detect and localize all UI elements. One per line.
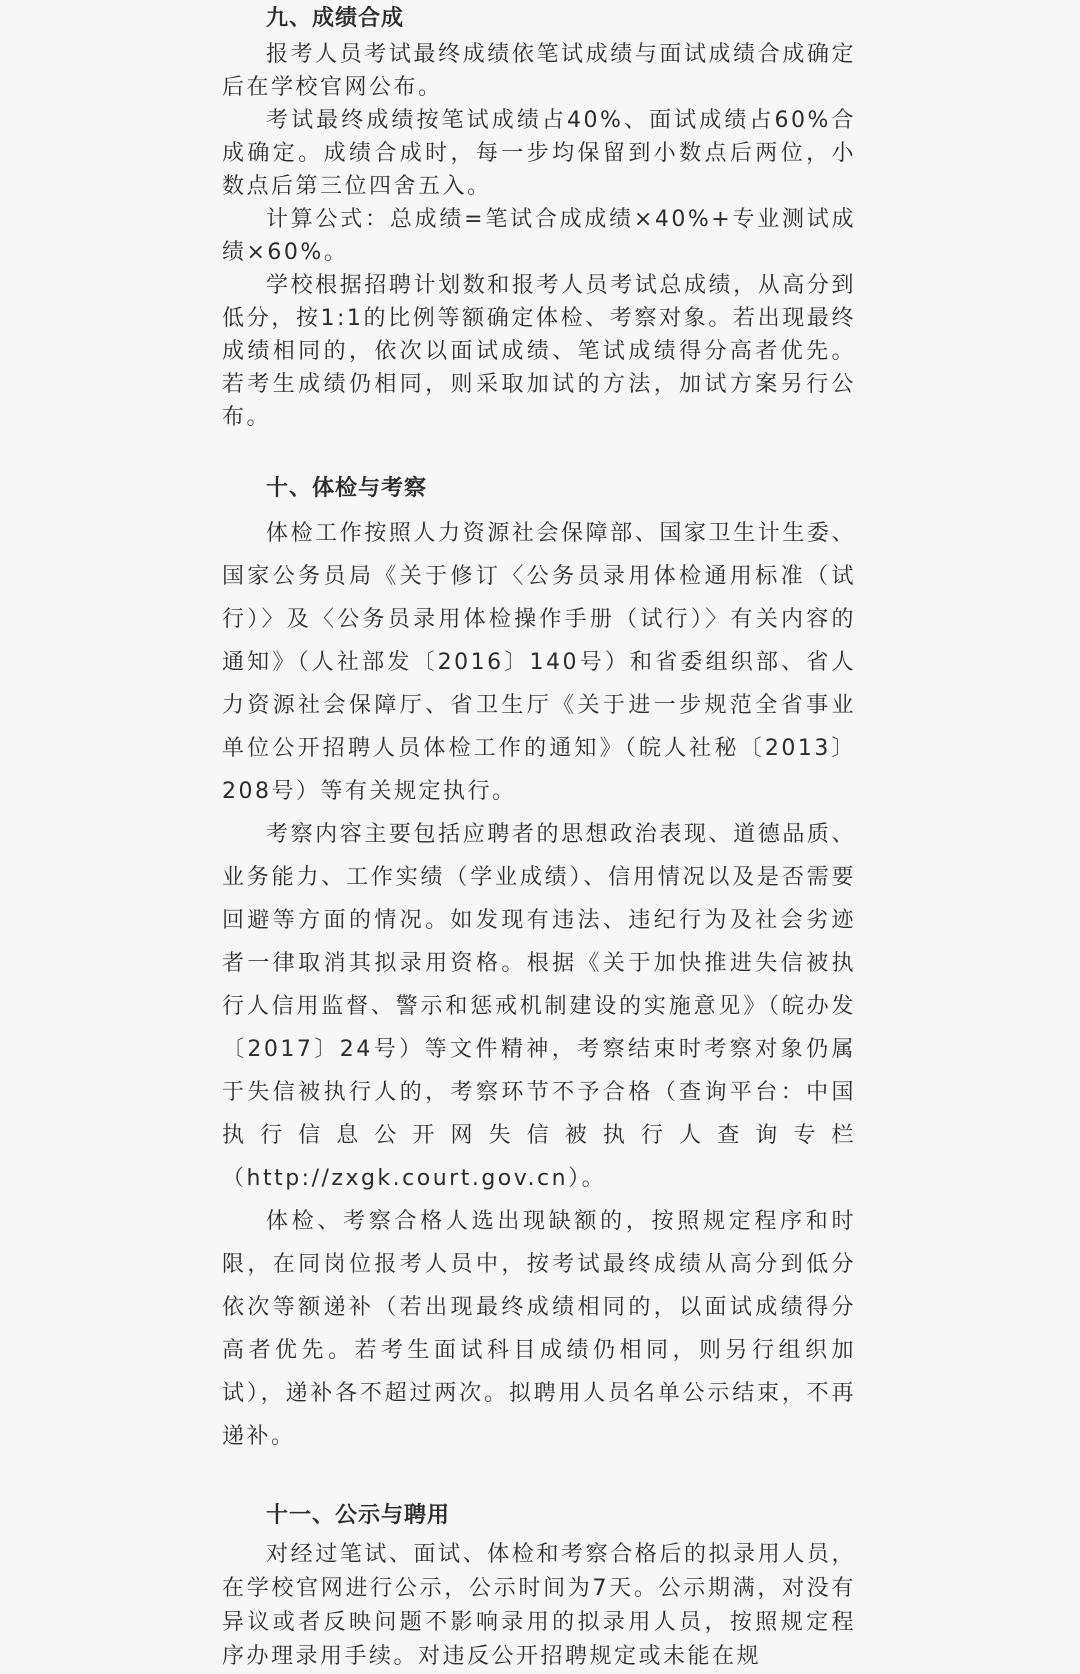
paragraph: 学校根据招聘计划数和报考人员考试总成绩，从高分到低分，按1:1的比例等额确定体检、考察对象。若出现最终成绩相同的，依次以面试成绩、笔试成绩得分高者优先。若考生成绩仍相同，则采取加试的方法，加试方案另行公布。 [222, 273, 856, 430]
article-body [222, 0, 856, 1674]
section-publicity-hiring [222, 1496, 856, 1674]
paragraph: 体检工作按照人力资源社会保障部、国家卫生计生委、国家公务员局《关于修订〈公务员录用体检通用标准（试行）〉及〈公务员录用体检操作手册（试行）〉有关内容的通知》（人社部发〔2016〕140号）和省委组织部、省人力资源社会保障厅、省卫生厅《关于进一步规范全省事业单位公开招聘人员体检工作的通知》（皖人社秘〔2013〕208号）等有关规定执行。 [222, 521, 856, 804]
paragraph: 考察内容主要包括应聘者的思想政治表现、道德品质、业务能力、工作实绩（学业成绩）、信用情况以及是否需要回避等方面的情况。如发现有违法、违纪行为及社会劣迹者一律取消其拟录用资格。根据《关于加快推进失信被执行人信用监督、警示和惩戒机制建设的实施意见》（皖办发〔2017〕24号）等文件精神，考察结束时考察对象仍属于失信被执行人的，考察环节不予合格（查询平台：中国执行信息公开网失信被执行人查询专栏（http://zxgk.court.gov.cn）。 [222, 822, 856, 1191]
section-heading: 九、成绩合成 [266, 6, 405, 31]
paragraph: 考试最终成绩按笔试成绩占40%、面试成绩占60%合成确定。成绩合成时，每一步均保留到小数点后两位，小数点后第三位四舍五入。 [222, 108, 856, 199]
paragraph: 报考人员考试最终成绩依笔试成绩与面试成绩合成确定后在学校官网公布。 [222, 42, 856, 100]
paragraph: 计算公式：总成绩=笔试合成成绩×40%+专业测试成绩×60%。 [222, 207, 856, 265]
section-heading: 十一、公示与聘用 [266, 1503, 451, 1528]
paragraph: 对经过笔试、面试、体检和考察合格后的拟录用人员，在学校官网进行公示，公示时间为7天。公示期满，对没有异议或者反映问题不影响录用的拟录用人员，按照规定程序办理录用手续。对违反公开招聘规定或未能在规 [222, 1542, 856, 1669]
section-physical-exam [222, 469, 856, 1458]
paragraph: 体检、考察合格人选出现缺额的，按照规定程序和时限，在同岗位报考人员中，按考试最终成绩从高分到低分依次等额递补（若出现最终成绩相同的，以面试成绩得分高者优先。若考生面试科目成绩仍相同，则另行组织加试），递补各不超过两次。拟聘用人员名单公示结束，不再递补。 [222, 1209, 856, 1449]
section-score-calculation [222, 0, 856, 434]
section-heading: 十、体检与考察 [266, 476, 428, 501]
